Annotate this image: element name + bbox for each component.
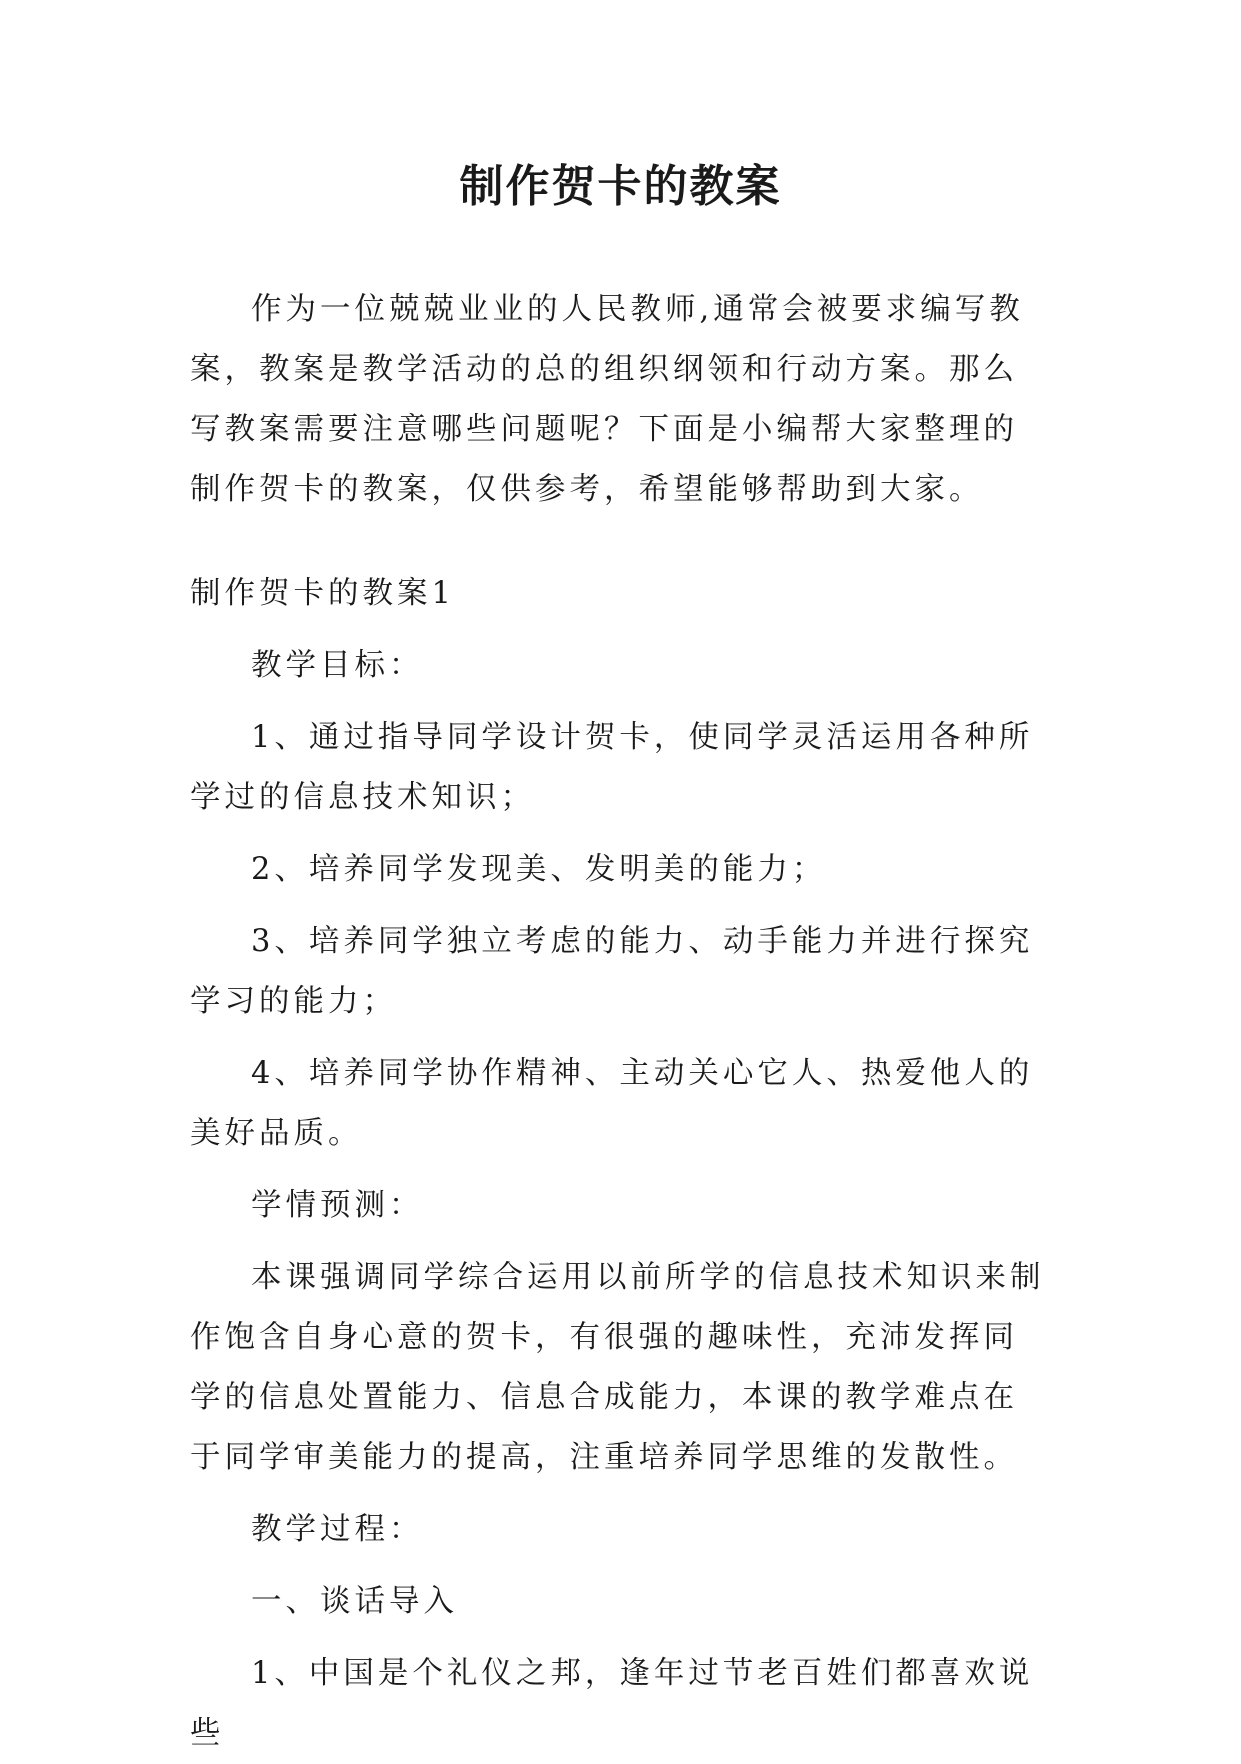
step-heading: 一、谈话导入 <box>251 1584 458 1619</box>
process-heading: 教学过程： <box>251 1512 424 1547</box>
goals-heading: 教学目标： <box>251 648 424 683</box>
section-heading: 制作贺卡的教案1 <box>190 576 455 611</box>
goal-item: 2、培养同学发现美、发明美的能力； <box>251 852 827 887</box>
goal-item: 3、培养同学独立考虑的能力、动手能力并进行探究学习的能力； <box>190 924 1034 1019</box>
page-title: 制作贺卡的教案 <box>459 161 782 212</box>
step-paragraph: 1、中国是个礼仪之邦，逢年过节老百姓们都喜欢说些 <box>190 1656 1034 1751</box>
document-body <box>190 280 1052 1764</box>
analysis-heading: 学情预测： <box>251 1188 424 1223</box>
goal-item: 4、培养同学协作精神、主动关心它人、热爱他人的美好品质。 <box>190 1056 1034 1151</box>
intro-paragraph: 作为一位兢兢业业的人民教师,通常会被要求编写教案，教案是教学活动的总的组织纲领和行动方案。那么写教案需要注意哪些问题呢？下面是小编帮大家整理的制作贺卡的教案，仅供参考，希望能够帮助到大家。 <box>190 292 1024 507</box>
analysis-paragraph: 本课强调同学综合运用以前所学的信息技术知识来制作饱含自身心意的贺卡，有很强的趣味性，充沛发挥同学的信息处置能力、信息合成能力，本课的教学难点在于同学审美能力的提高，注重培养同学思维的发散性。 <box>190 1260 1045 1475</box>
goal-item: 1、通过指导同学设计贺卡，使同学灵活运用各种所学过的信息技术知识； <box>190 720 1034 815</box>
